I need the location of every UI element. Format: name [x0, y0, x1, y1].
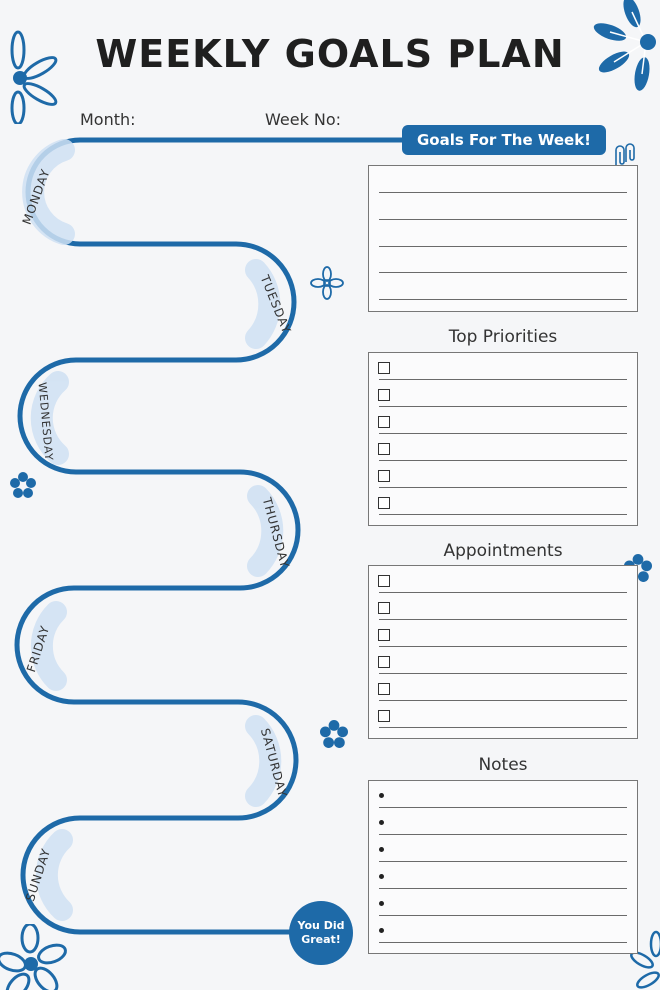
priority-checkbox[interactable]: [378, 443, 390, 455]
notes-heading: Notes: [478, 755, 528, 775]
note-bullet: [379, 928, 384, 933]
day-label-friday: FRIDAY: [24, 623, 53, 674]
goals-for-week-badge: Goals For The Week!: [402, 125, 606, 155]
appointments-heading: Appointments: [443, 541, 563, 561]
note-line[interactable]: [379, 861, 627, 862]
appointment-line[interactable]: [379, 727, 627, 728]
appointment-line[interactable]: [379, 592, 627, 593]
priority-line[interactable]: [379, 406, 627, 407]
appointment-checkbox[interactable]: [378, 575, 390, 587]
week-road-path: [17, 140, 410, 932]
note-bullet: [379, 820, 384, 825]
appointment-checkbox[interactable]: [378, 602, 390, 614]
note-line[interactable]: [379, 915, 627, 916]
priority-checkbox[interactable]: [378, 389, 390, 401]
notes-box: [368, 780, 638, 954]
priority-line[interactable]: [379, 514, 627, 515]
goals-line[interactable]: [379, 246, 627, 247]
priority-line[interactable]: [379, 379, 627, 380]
note-line[interactable]: [379, 942, 627, 943]
top-priorities-heading: Top Priorities: [448, 327, 558, 347]
appointment-checkbox[interactable]: [378, 683, 390, 695]
note-bullet: [379, 793, 384, 798]
goals-line[interactable]: [379, 192, 627, 193]
goals-line[interactable]: [379, 219, 627, 220]
note-bullet: [379, 901, 384, 906]
month-label: Month:: [80, 110, 136, 129]
goals-line[interactable]: [379, 299, 627, 300]
note-line[interactable]: [379, 888, 627, 889]
priority-checkbox[interactable]: [378, 470, 390, 482]
day-label-sunday: SUNDAY: [23, 846, 54, 904]
note-bullet: [379, 874, 384, 879]
you-did-great-badge: [289, 901, 353, 965]
appointments-box: [368, 565, 638, 739]
top-priorities-box: [368, 352, 638, 526]
priority-line[interactable]: [379, 487, 627, 488]
appointment-line[interactable]: [379, 619, 627, 620]
day-label-saturday: SATURDAY: [257, 726, 290, 800]
priority-line[interactable]: [379, 460, 627, 461]
done-badge-line1: You Did: [297, 919, 345, 932]
note-line[interactable]: [379, 834, 627, 835]
priority-line[interactable]: [379, 433, 627, 434]
goals-box[interactable]: [368, 165, 638, 312]
appointment-line[interactable]: [379, 673, 627, 674]
done-badge-line2: Great!: [301, 933, 341, 946]
note-bullet: [379, 847, 384, 852]
appointment-checkbox[interactable]: [378, 710, 390, 722]
appointment-checkbox[interactable]: [378, 629, 390, 641]
goals-line[interactable]: [379, 272, 627, 273]
day-label-tuesday: TUESDAY: [257, 273, 294, 336]
note-line[interactable]: [379, 807, 627, 808]
appointment-line[interactable]: [379, 700, 627, 701]
page-title: WEEKLY GOALS PLAN: [95, 32, 565, 76]
priority-checkbox[interactable]: [378, 497, 390, 509]
priority-checkbox[interactable]: [378, 362, 390, 374]
day-label-monday: MONDAY: [19, 166, 53, 227]
appointment-checkbox[interactable]: [378, 656, 390, 668]
priority-checkbox[interactable]: [378, 416, 390, 428]
week-number-label: Week No:: [265, 110, 342, 129]
appointment-line[interactable]: [379, 646, 627, 647]
day-label-thursday: THURSDAY: [259, 496, 293, 570]
day-label-wednesday: WEDNESDAY: [35, 381, 56, 462]
